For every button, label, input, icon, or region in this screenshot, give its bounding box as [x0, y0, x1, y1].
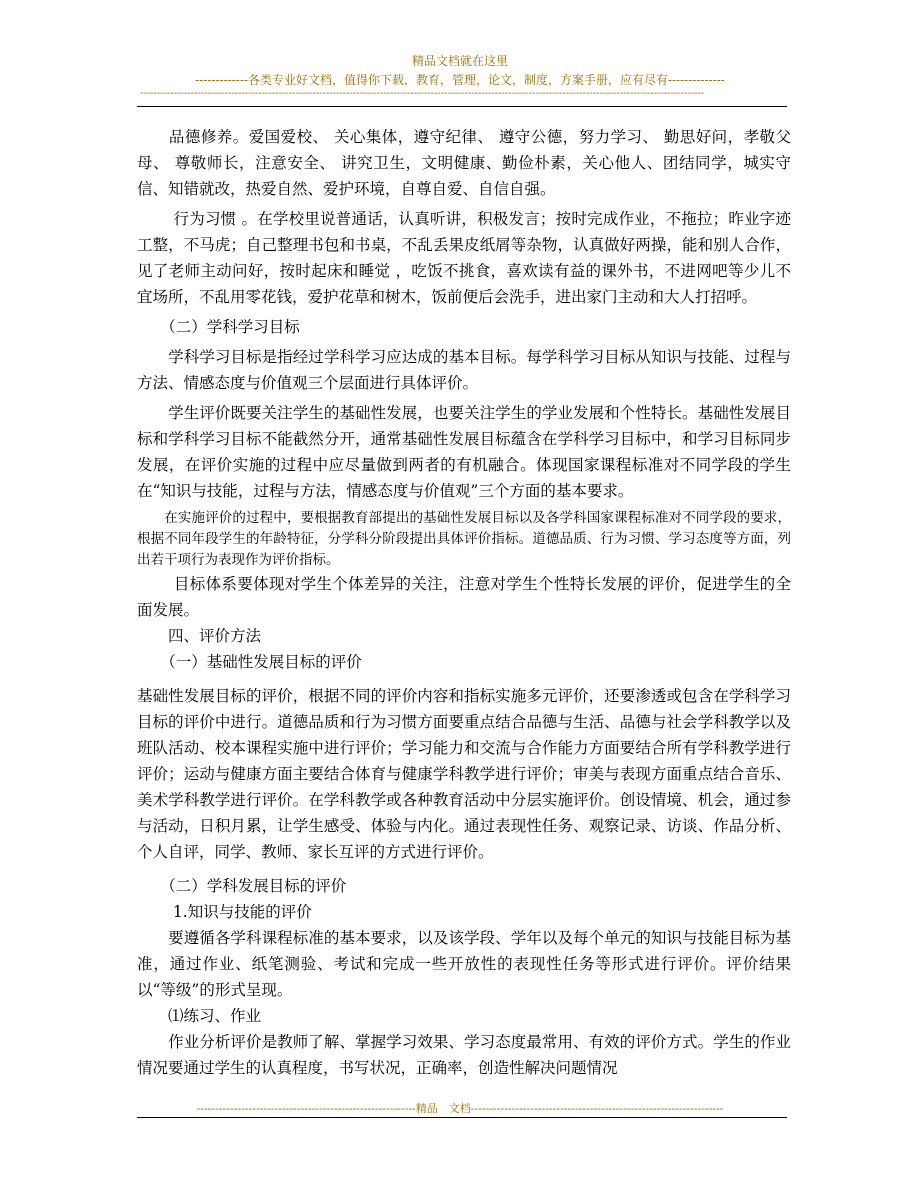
header-title: 精品文档就在这里: [411, 54, 508, 68]
footer-text: -----------------------------------------------------------精品 文档--------------------------------------------------------------------: [196, 1102, 724, 1115]
document-body: [137, 124, 791, 1081]
heading-exercises-homework: ⑴练习、作业: [137, 1007, 262, 1025]
header-tagline: -------------各类专业好文档，值得你下载，教育，管理，论文，制度，方案手册，应有尽有--------------: [195, 73, 725, 87]
heading-basic-goal-evaluation: （一）基础性发展目标的评价: [137, 653, 362, 671]
paragraph-basic-goal-evaluation: 基础性发展目标的评价，根据不同的评价内容和指标实施多元评价，还要渗透或包含在学科学习目标的评价中进行。道德品质和行为习惯方面要重点结合品德与生活、品德与社会学科教学以及班队活动、校本课程实施中进行评价；学习能力和交流与合作能力方面要结合所有学科教学进行评价；运动与健康方面主要结合体育与健康学科教学进行评价；审美与表现方面重点结合音乐、美术学科教学进行评价。在学科教学或各种教育活动中分层实施评价。创设情境、机会，通过参与活动，日积月累，让学生感受、体验与内化。通过表现性任务、观察记录、访谈、作品分析、个人自评，同学、教师、家长互评的方式进行评价。: [137, 687, 791, 861]
paragraph-homework-analysis: 作业分析评价是教师了解、掌握学习效果、学习态度最常用、有效的评价方式。学生的作业情况要通过学生的认真程度，书写状况，正确率，创造性解决问题情况: [137, 1033, 791, 1077]
header-rule: [137, 106, 787, 107]
header-dashes: -----------------------------------------------------------------------------------------------------------------------------------------------------------------------: [140, 88, 705, 99]
paragraph-knowledge-skills: 要遵循各学科课程标准的基本要求，以及该学段、学年以及每个单元的知识与技能目标为基准，通过作业、纸笔测验、考试和完成一些开放性的表现性任务等形式进行评价。评价结果以“等级”的形式呈现。: [137, 929, 791, 999]
footer-rule: [137, 1117, 787, 1118]
paragraph-student-evaluation: 学生评价既要关注学生的基础性发展，也要关注学生的学业发展和个性特长。基础性发展目标和学科学习目标不能截然分开，通常基础性发展目标蕴含在学科学习目标中，和学习目标同步发展，在评价实施的过程中应尽量做到两者的有机融合。体现国家课程标准对不同学段的学生在“知识与技能，过程与方法，情感态度与价值观”三个方面的基本要求。: [137, 404, 791, 500]
paragraph-behavior-habits: 行为习惯 。在学校里说普通话，认真听讲，积极发言；按时完成作业，不拖拉；昨业字迹工整，不马虎；自己整理书包和书桌，不乱丢果皮纸屑等杂物，认真做好两操，能和别人合作，见了老师主动问好，按时起床和睡觉 ，吃饭不挑食，喜欢读有益的课外书，不进网吧等少儿不宜场所，不乱用零花钱，爱护花草和树木，饭前便后会洗手，进出家门主动和大人打招呼。: [137, 210, 791, 306]
paragraph-goal-system: 目标体系要体现对学生个体差异的关注，注意对学生个性特长发展的评价，促进学生的全面发展。: [137, 575, 791, 619]
heading-evaluation-methods: 四、评价方法: [137, 627, 262, 645]
paragraph-subject-goals: 学科学习目标是指经过学科学习应达成的基本目标。每学科学习目标从知识与技能、过程与方法、情感态度与价值观三个层面进行具体评价。: [137, 348, 791, 392]
heading-subject-development: （二）学科发展目标的评价: [137, 877, 347, 895]
heading-knowledge-skills: 1.知识与技能的评价: [137, 903, 312, 921]
heading-subject-goals: （二）学科学习目标: [137, 318, 300, 336]
paragraph-moral-cultivation: 品德修养。爱国爱校、 关心集体，遵守纪律、 遵守公德，努力学习、 勤思好问，孝敬父母、 尊敬师长，注意安全、 讲究卫生，文明健康、勤俭朴素，关心他人、团结同学，城实守信、知错就改，热爱自然、爱护环境，自尊自爱、自信自强。: [137, 128, 791, 198]
paragraph-implementation: 在实施评价的过程中，要根据教育部提出的基础性发展目标以及各学科国家课程标准对不同学段的要求，根据不同年段学生的年龄特征，分学科分阶段提出具体评价指标。道德品质、行为习惯、学习态度等方面，列出若干项行为表现作为评价指标。: [137, 510, 791, 568]
